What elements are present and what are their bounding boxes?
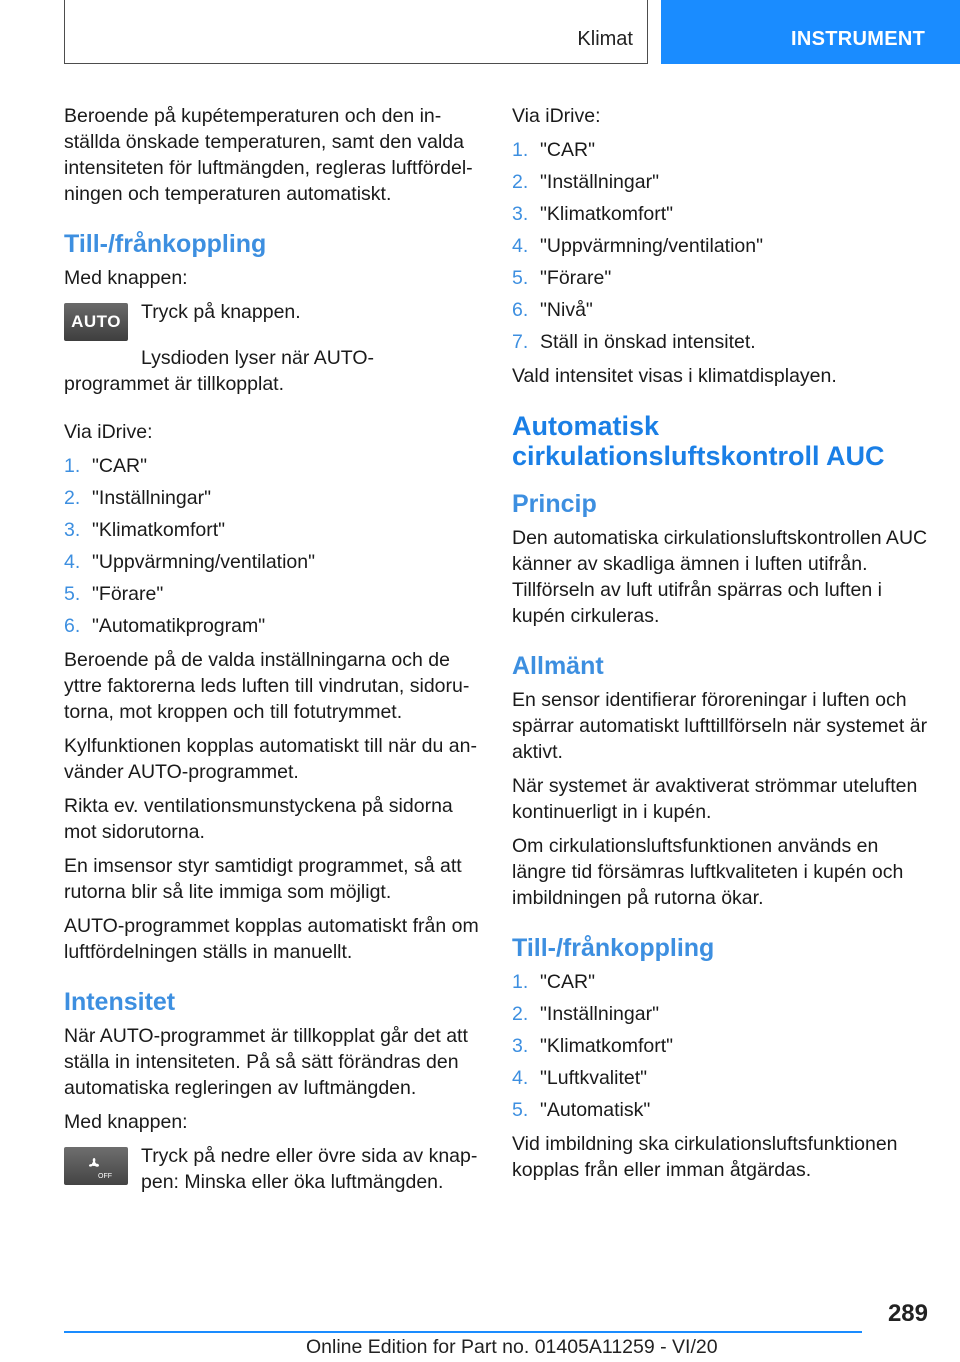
paragraph: När systemet är avaktiverat strömmar uteluften kontinuerligt in i kupén. bbox=[512, 775, 918, 823]
section-title: Klimat bbox=[577, 28, 633, 50]
list-item: 6. "Automatikprogram" bbox=[64, 615, 266, 637]
with-button-label: Med knappen: bbox=[64, 1111, 188, 1133]
paragraph: Vid imbildning ska cirkulationsluftsfunktionen kopplas från eller imman åtgärdas. bbox=[512, 1133, 898, 1181]
list-item: 1. "CAR" bbox=[512, 139, 596, 161]
list-item: 5. "Automatisk" bbox=[512, 1099, 651, 1121]
fan-button-row bbox=[64, 1143, 479, 1195]
fan-button-text: Tryck på nedre eller övre sida av knappen: Minska eller öka luftmängden. bbox=[141, 1145, 478, 1193]
edition-text: Online Edition for Part no. 01405A11259 - VI/20 bbox=[306, 1336, 718, 1358]
auto-button-row bbox=[64, 299, 479, 345]
list-item: 7. Ställ in önskad intensitet. bbox=[512, 331, 756, 353]
fan-icon bbox=[64, 1147, 128, 1185]
list-item: 5. "Förare" bbox=[64, 583, 164, 605]
paragraph: Rikta ev. ventilationsmunstyckena på sidorna mot sidorutorna. bbox=[64, 795, 453, 843]
list-item: 2. "Inställningar" bbox=[512, 1003, 659, 1025]
paragraph: Den automatiska cirkulationsluftskontrollen AUC känner av skadliga ämnen i luften utifrån. Tillförseln av luft utifrån spärras och luften i kupén cirkuleras. bbox=[512, 527, 928, 627]
footer-divider bbox=[64, 1331, 862, 1333]
list-item: 4. "Luftkvalitet" bbox=[512, 1067, 648, 1089]
list-item: 2. "Inställningar" bbox=[64, 487, 211, 509]
paragraph: En imsensor styr samtidigt programmet, så att rutorna blir så lite immiga som möjligt. bbox=[64, 855, 462, 903]
heading-principle: Princip bbox=[512, 490, 597, 518]
list-item: 6. "Nivå" bbox=[512, 299, 593, 321]
intro-paragraph: Beroende på kupétemperaturen och den inställda önskade temperaturen, samt den valda intensiteten för luftmängden, regleras luftfördelningen och temperaturen automatiskt. bbox=[64, 105, 473, 205]
right-steps-list-2 bbox=[512, 969, 928, 1123]
list-item: 3. "Klimatkomfort" bbox=[512, 203, 674, 225]
heading-onoff: Till-/frånkoppling bbox=[64, 230, 267, 258]
list-item: 3. "Klimatkomfort" bbox=[512, 1035, 674, 1057]
led-text: Lysdioden lyser när AUTO-programmet är tillkopplat. bbox=[64, 347, 375, 395]
right-column bbox=[512, 103, 928, 1191]
paragraph: Om cirkulationsluftsfunktionen används en längre tid försämras luftkvaliteten i kupén och imbildningen på rutorna ökar. bbox=[512, 835, 904, 909]
paragraph: En sensor identifierar föroreningar i luften och spärrar automatiskt lufttillförseln när systemet är aktivt. bbox=[512, 689, 928, 763]
list-item: 1. "CAR" bbox=[512, 971, 596, 993]
left-steps-list bbox=[64, 453, 479, 639]
list-item: 4. "Uppvärmning/ventilation" bbox=[512, 235, 764, 257]
heading-auc: Automatisk cirkulationsluftskontroll AUC bbox=[512, 411, 885, 471]
fan-button-icon bbox=[64, 1147, 128, 1185]
paragraph: När AUTO-programmet är tillkopplat går det att ställa in intensiteten. På så sätt förändras den automatiska regleringen av luftmängden. bbox=[64, 1025, 468, 1099]
header-box bbox=[64, 0, 648, 64]
paragraph: AUTO-programmet kopplas automatiskt från om luftfördelningen ställs in manuellt. bbox=[64, 915, 479, 963]
heading-onoff-right: Till-/frånkoppling bbox=[512, 934, 715, 962]
auto-button-icon: AUTO bbox=[64, 303, 128, 341]
via-idrive-label: Via iDrive: bbox=[64, 421, 153, 443]
via-idrive-label: Via iDrive: bbox=[512, 105, 601, 127]
list-item: 4. "Uppvärmning/ventilation" bbox=[64, 551, 316, 573]
page-number: 289 bbox=[887, 1300, 928, 1327]
right-steps-list bbox=[512, 137, 928, 355]
chapter-tab[interactable]: INSTRUMENT bbox=[661, 0, 960, 64]
heading-intensity: Intensitet bbox=[64, 988, 176, 1016]
heading-general: Allmänt bbox=[512, 652, 604, 680]
paragraph: Beroende på de valda inställningarna och de yttre faktorerna leds luften till vindrutan, sidorutorna, mot kroppen och till fotutrymmet. bbox=[64, 649, 470, 723]
paragraph: Kylfunktionen kopplas automatiskt till när du använder AUTO-programmet. bbox=[64, 735, 477, 783]
paragraph: Vald intensitet visas i klimatdisplayen. bbox=[512, 365, 837, 387]
list-item: 1. "CAR" bbox=[64, 455, 148, 477]
with-button-label: Med knappen: bbox=[64, 267, 188, 289]
list-item: 2. "Inställningar" bbox=[512, 171, 659, 193]
press-button-text: Tryck på knappen. bbox=[141, 301, 301, 323]
list-item: 3. "Klimatkomfort" bbox=[64, 519, 226, 541]
left-column bbox=[64, 103, 479, 1201]
list-item: 5. "Förare" bbox=[512, 267, 612, 289]
svg-text:OFF: OFF bbox=[98, 1173, 112, 1180]
